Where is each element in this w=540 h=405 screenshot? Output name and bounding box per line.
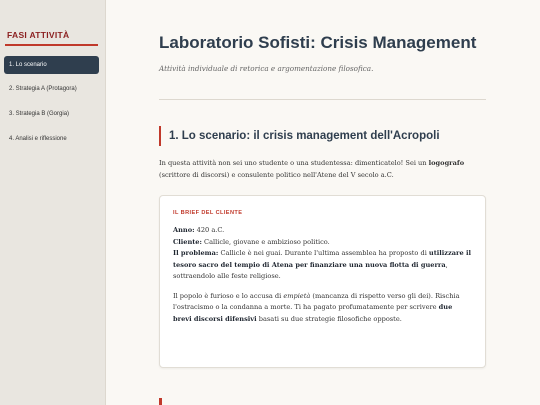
problema-text: Callicle è nei guai. Durante l'ultima assemblea ha proposto di (218, 249, 429, 257)
anno-value: 420 a.C. (194, 226, 225, 234)
cliente-label: Cliente: (173, 237, 202, 246)
brief-label: IL BRIEF DEL CLIENTE (173, 210, 243, 216)
sidebar-title: FASI ATTIVITÀ (7, 30, 70, 40)
main-content (106, 0, 540, 405)
problema-bold: utilizzare il tesoro sacro del tempio di Atena per finanziare una nuova flotta di guerra (173, 249, 471, 269)
problema-text-end: , sottraendolo alle feste religiose. (173, 260, 448, 280)
consequences-text-end: basati su due strategie filosofiche opposte. (256, 314, 402, 323)
intro-paragraph (159, 157, 489, 181)
cliente-value: Callicle, giovane e ambizioso politico. (201, 237, 330, 246)
intro-text: In questa attività non sei uno studente o una studentessa: dimenticatelo! Sei un (159, 159, 429, 167)
anno-label: Anno: (173, 226, 195, 234)
brief-consequences (173, 291, 472, 326)
consequences-em: empietà (283, 291, 311, 300)
problema-label: Il problema: (173, 249, 219, 257)
consequences-bold: due brevi discorsi difensivi (173, 303, 453, 323)
intro-text-end: (scrittore di discorsi) e consulente politico nell'Atene del V secolo a.C. (159, 171, 394, 179)
sidebar-divider (5, 44, 98, 46)
sidebar-item-scenario[interactable]: 1. Lo scenario (4, 56, 99, 74)
intro-bold: logografo (428, 159, 465, 167)
brief-details (173, 225, 472, 283)
header-divider (159, 99, 486, 100)
sidebar-item-analisi[interactable]: 4. Analisi e riflessione (9, 136, 67, 142)
sidebar (0, 0, 106, 405)
client-brief-card (159, 195, 486, 368)
page-title: Laboratorio Sofisti: Crisis Management (159, 33, 477, 52)
section-title: 1. Lo scenario: il crisis management dell'Acropoli (159, 126, 440, 146)
sidebar-item-strategia-a[interactable]: 2. Strategia A (Protagora) (9, 86, 77, 92)
page-subtitle: Attività individuale di retorica e argomentazione filosofica. (159, 64, 374, 73)
consequences-text-mid: (mancanza di rispetto verso gli dei). Rischia l'ostracismo o la condanna a morte. Ti ha pagato profumatamente per scrivere (173, 291, 460, 311)
sidebar-item-strategia-b[interactable]: 3. Strategia B (Gorgia) (9, 111, 70, 117)
next-section-marker (159, 398, 162, 405)
consequences-text: Il popolo è furioso e lo accusa di (173, 291, 284, 300)
